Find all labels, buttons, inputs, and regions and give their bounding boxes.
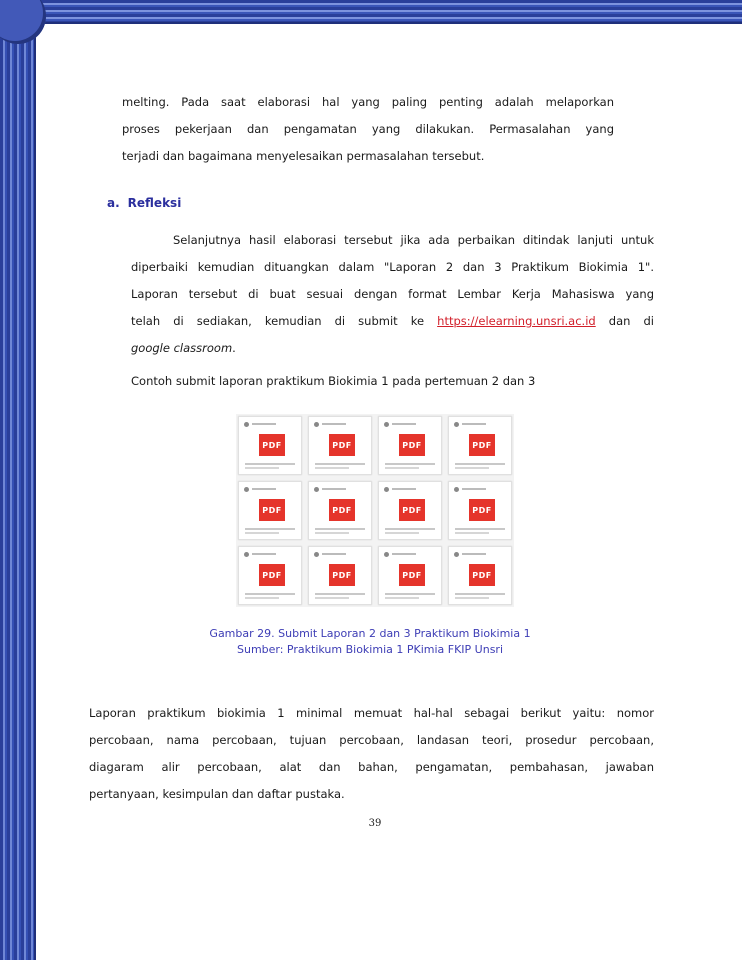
- text-line: pertanyaan, kesimpulan dan daftar pustaka.: [89, 787, 345, 801]
- file-name-line: [245, 463, 295, 465]
- poster-line: [252, 553, 276, 555]
- file-meta-line: [315, 467, 349, 469]
- poster-line: [392, 488, 416, 490]
- text-line: diagaram alir percobaan, alat dan bahan, pengamatan, pembahasan, jawaban: [89, 760, 654, 774]
- file-meta-line: [385, 467, 419, 469]
- avatar-icon: [314, 552, 319, 557]
- text-segment: dan di: [595, 314, 654, 328]
- submission-screenshot-figure: [236, 414, 514, 607]
- pdf-submission-card: [308, 416, 372, 475]
- text-line: [131, 335, 654, 362]
- file-name-line: [245, 528, 295, 530]
- pdf-submission-card: [238, 546, 302, 605]
- pdf-file-icon: PDF: [469, 434, 495, 456]
- top-border-edge: [34, 22, 742, 24]
- figure-caption: Gambar 29. Submit Laporan 2 dan 3 Praktikum Biokimia 1: [209, 627, 531, 640]
- text-line: proses pekerjaan dan pengamatan yang dilakukan. Permasalahan yang: [122, 122, 614, 136]
- pdf-submission-card: [378, 481, 442, 540]
- pdf-submission-card: [448, 481, 512, 540]
- google-classroom-text: google classroom: [131, 341, 233, 355]
- figure-source: Sumber: Praktikum Biokimia 1 PKimia FKIP Unsri: [236, 643, 504, 656]
- text-segment: telah di sediakan, kemudian di submit ke: [131, 314, 438, 328]
- poster-line: [462, 488, 486, 490]
- text-segment: .: [232, 341, 236, 355]
- file-name-line: [455, 528, 505, 530]
- text-line: Laporan tersebut di buat sesuai dengan format Lembar Kerja Mahasiswa yang: [131, 287, 654, 301]
- file-meta-line: [315, 597, 349, 599]
- text-line: melting. Pada saat elaborasi hal yang paling penting adalah melaporkan: [122, 95, 614, 109]
- pdf-submission-card: [448, 546, 512, 605]
- poster-line: [392, 553, 416, 555]
- avatar-icon: [314, 422, 319, 427]
- poster-line: [322, 553, 346, 555]
- pdf-file-icon: PDF: [329, 434, 355, 456]
- file-name-line: [315, 528, 365, 530]
- text-line: [131, 308, 654, 335]
- avatar-icon: [454, 552, 459, 557]
- avatar-icon: [314, 487, 319, 492]
- pdf-submission-card: [448, 416, 512, 475]
- pdf-submission-card: [378, 416, 442, 475]
- pdf-file-icon: PDF: [259, 564, 285, 586]
- file-name-line: [385, 463, 435, 465]
- left-border-edge: [34, 0, 36, 960]
- file-name-line: [455, 593, 505, 595]
- paragraph-contoh: [131, 368, 654, 395]
- poster-line: [322, 423, 346, 425]
- avatar-icon: [454, 487, 459, 492]
- text-line: diperbaiki kemudian dituangkan dalam "Laporan 2 dan 3 Praktikum Biokimia 1".: [131, 260, 654, 274]
- corner-ornament: [0, 0, 46, 44]
- file-name-line: [385, 593, 435, 595]
- text-line: terjadi dan bagaimana menyelesaikan permasalahan tersebut.: [122, 149, 485, 163]
- file-name-line: [455, 463, 505, 465]
- file-meta-line: [385, 597, 419, 599]
- section-title: Refleksi: [127, 196, 182, 210]
- pdf-submission-card: [308, 546, 372, 605]
- file-meta-line: [455, 467, 489, 469]
- avatar-icon: [244, 422, 249, 427]
- avatar-icon: [244, 487, 249, 492]
- paragraph-laporan-content: [89, 700, 654, 808]
- file-name-line: [385, 528, 435, 530]
- file-meta-line: [385, 532, 419, 534]
- file-meta-line: [245, 597, 279, 599]
- poster-line: [252, 423, 276, 425]
- pdf-file-icon: PDF: [329, 499, 355, 521]
- section-heading: [107, 196, 181, 210]
- file-meta-line: [245, 467, 279, 469]
- file-meta-line: [455, 597, 489, 599]
- text-line: Contoh submit laporan praktikum Biokimia 1 pada pertemuan 2 dan 3: [131, 374, 536, 388]
- file-meta-line: [455, 532, 489, 534]
- pdf-file-icon: PDF: [329, 564, 355, 586]
- poster-line: [252, 488, 276, 490]
- text-line: percobaan, nama percobaan, tujuan percobaan, landasan teori, prosedur percobaan,: [89, 733, 654, 747]
- file-meta-line: [245, 532, 279, 534]
- file-meta-line: [315, 532, 349, 534]
- text-line: Laporan praktikum biokimia 1 minimal memuat hal-hal sebagai berikut yaitu: nomor: [89, 706, 654, 720]
- pdf-submission-card: [308, 481, 372, 540]
- file-name-line: [245, 593, 295, 595]
- avatar-icon: [384, 487, 389, 492]
- text-line: Selanjutnya hasil elaborasi tersebut jika ada perbaikan ditindak lanjuti untuk: [173, 233, 654, 247]
- poster-line: [322, 488, 346, 490]
- poster-line: [462, 553, 486, 555]
- avatar-icon: [384, 422, 389, 427]
- file-name-line: [315, 463, 365, 465]
- paragraph-elaborasi: [122, 89, 614, 170]
- page-number: 39: [368, 818, 382, 829]
- avatar-icon: [244, 552, 249, 557]
- avatar-icon: [384, 552, 389, 557]
- poster-line: [462, 423, 486, 425]
- section-label: a.: [107, 196, 120, 210]
- pdf-file-icon: PDF: [399, 499, 425, 521]
- pdf-file-icon: PDF: [399, 564, 425, 586]
- left-border-stripes: [0, 0, 34, 960]
- pdf-submission-card: [238, 416, 302, 475]
- pdf-file-icon: PDF: [399, 434, 425, 456]
- pdf-submission-card: [238, 481, 302, 540]
- elearning-link[interactable]: https://elearning.unsri.ac.id: [437, 314, 596, 328]
- pdf-file-icon: PDF: [469, 564, 495, 586]
- pdf-file-icon: PDF: [259, 499, 285, 521]
- pdf-file-icon: PDF: [259, 434, 285, 456]
- pdf-file-icon: PDF: [469, 499, 495, 521]
- poster-line: [392, 423, 416, 425]
- paragraph-refleksi: [131, 227, 654, 362]
- file-name-line: [315, 593, 365, 595]
- top-border-stripes: [30, 0, 742, 22]
- pdf-submission-card: [378, 546, 442, 605]
- avatar-icon: [454, 422, 459, 427]
